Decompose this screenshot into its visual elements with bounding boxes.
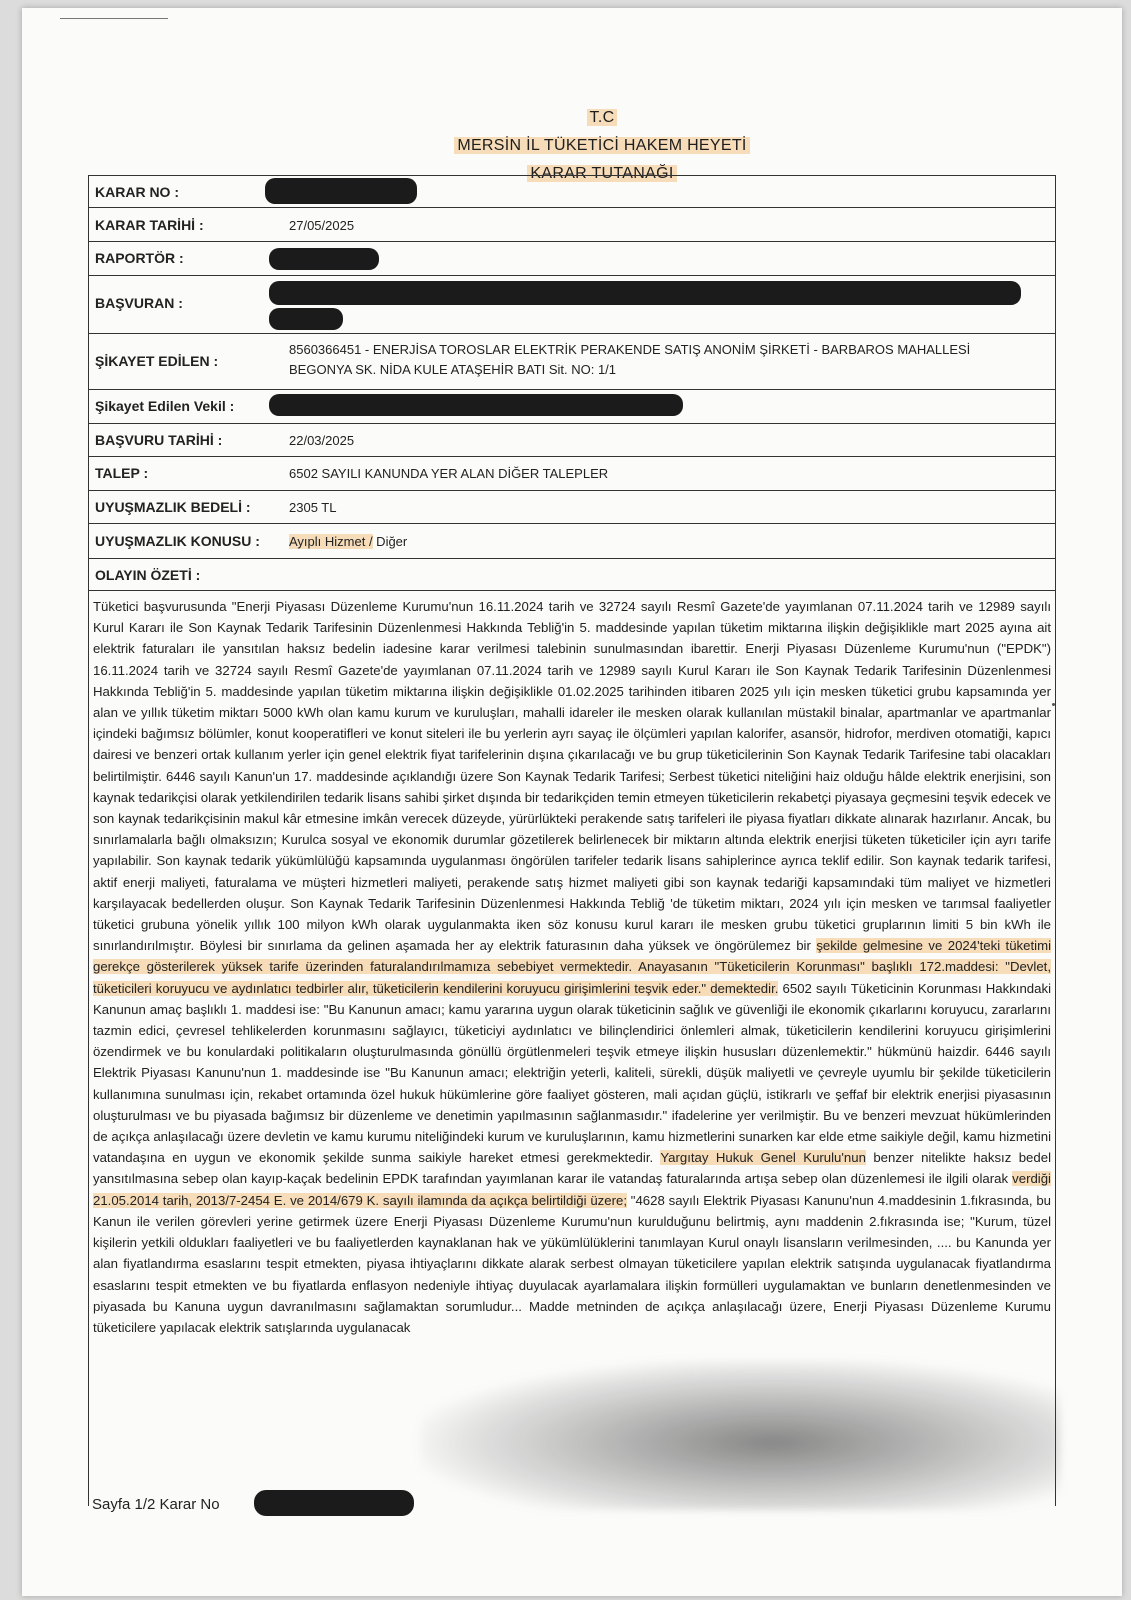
footer-page-label: Sayfa 1/2 Karar No	[92, 1496, 220, 1513]
header-line-2: MERSİN İL TÜKETİCİ HAKEM HEYETİ	[454, 137, 749, 154]
footer-redaction-block	[254, 1490, 414, 1516]
redaction-block	[265, 178, 417, 204]
basvuran-label: BAŞVURAN :	[95, 295, 183, 311]
summary-highlight-1: şekilde gelmesine ve 2024'teki tüketimi gerekçe gösterilerek yüksek tarife üzerinden faturalandırılmamıza sebebiyet vermektedir. Anayasanın "Tüketicilerin Korunması" başlıklı 172.maddesi: "Devlet, tüketicileri koruyucu ve aydınlatıcı tedbirler alır, tüketicilerin kendilerini koruyucu girişimlerini teşvik eder." demektedir.	[93, 938, 1051, 996]
header-line-1: T.C	[587, 109, 618, 126]
konu-label: UYUŞMAZLIK KONUSU :	[95, 533, 260, 549]
konu-value-rest: Diğer	[372, 534, 408, 549]
karar-no-label: KARAR NO :	[95, 184, 179, 200]
summary-part-4: "4628 sayılı Elektrik Piyasası Kanunu'nun 4.maddesinin 1.fıkrasında, bu Kanun ile verilen görevleri yerine getirmek üzere Enerji Piyasası Düzenleme Kurumu'nun kurulduğunu belirtmiş, aynı maddenin 2.fıkrasında ise; "Kurum, tüzel kişilerin yetkili oldukları faaliyetleri ve bu faaliyetlerden kaynaklanan hak ve yükümlülüklerini tanımlayan Kurul onaylı lisansların verilmesinden, .... bu Kanunda yer alan fiyatlandırma esaslarını tespit etmekten, piyasa ihtiyaçlarını dikkate alarak serbest olmayan tüketicilere yapılan elektrik satışında uygulanacak fiyatlandırma esaslarını tespit etmekten ve bu fiyatlarda enflasyon nedeniyle ihtiyaç duyulacak ayarlamalara ilişkin formülleri uygulamaktan ve bunların denetlenmesinden ve piyasada bu Kanuna uygun davranılmasını sağlamaktan sorumludur... Madde metninden de açıkça anlaşılacağı üzere, Enerji Piyasası Düzenleme Kurumu tüketicilere yapılacak elektrik satışlarında uygulanacak	[93, 1192, 1051, 1335]
row-basvuran	[89, 275, 1055, 334]
konu-value	[289, 533, 407, 551]
sikayet-edilen-label: ŞİKAYET EDİLEN :	[95, 353, 219, 369]
summary-part-2: 6502 sayılı Tüketicinin Korunması Hakkındaki Kanunun amaç başlıklı 1. maddesi ise: "Bu Kanunun amacı; kamu yararına uygun olarak tüketicinin sağlık ve güvenliği ile ekonomik çıkarlarını koruyucu, zararlarını tazmin edici, çevresel tehlikelerden korunmasını sağlayıcı, tüketiciyi aydınlatıcı ve bilinçlendirici önlemleri almak, tüketicilerin kendilerini koruyucu girişimlerini özendirmek ve bu konulardaki politikaların oluşturulmasında gönüllü örgütlenmeleri teşvik etmeye ilişkin hususları düzenlemektir." hükmünü haizdir. 6446 sayılı Elektrik Piyasası Kanunu'nun 1. maddesinde ise "Bu Kanunun amacı; elektriğin yeterli, kaliteli, sürekli, düşük maliyetli ve çevreyle uyumlu bir şekilde tüketicilerin kullanımına sunulması için, rekabet ortamında özel hukuk hükümlerine göre faaliyet gösteren, mali açıdan güçlü, istikrarlı ve şeffaf bir elektrik enerjisi piyasasının oluşturulması ve bu piyasada bağımsız bir düzenleme ve denetimin yapılmasının sağlanmasıdır." ifadelerine yer verilmiştir. Bu ve benzeri mevzuat hükümlerinden de açıkça anlaşılacağı üzere devletin ve kamu kurumu niteliğindeki kurum ve kuruluşlarının, kamu hizmetlerini sunarken kar elde etme saikiyle değil, kamu hizmetini vatandaşına en uygun ve ekonomik şekilde sunma saikiyle hareket etmesi gerekmektedir.	[93, 980, 1052, 1166]
redaction-block	[269, 281, 1021, 305]
talep-label: TALEP :	[95, 465, 149, 481]
redaction-block	[269, 248, 379, 270]
ozet-label: OLAYIN ÖZETİ :	[95, 567, 201, 583]
page-footer	[92, 1496, 220, 1513]
row-konu	[89, 523, 1055, 559]
row-raportor	[89, 241, 1055, 276]
bedel-value: 2305 TL	[289, 500, 337, 515]
summary-part-1: Tüketici başvurusunda "Enerji Piyasası Düzenleme Kurumu'nun 16.11.2024 tarih ve 32724 sayılı Resmî Gazete'de yayımlanan 07.11.2024 tarih ve 12989 sayılı Kurul Kararı ile Son Kaynak Tedarik Tarifesinin Düzenlenmesi Hakkında Tebliğ'in 5. maddesinde yapılan tüketim miktarına ilişkin değişiklikle mart 2025 ayına ait elektrik faturaları ile yansıtılan haksız bedelin iadesine karar verilmesi talebinin sunulmasından ibarettir. Enerji Piyasası Düzenleme Kurumu'nun ("EPDK") 16.11.2024 tarih ve 32724 sayılı Resmî Gazete'de yayımlanan 07.11.2024 tarih ve 12989 sayılı Kurul Kararı ile Son Kaynak Tedarik Tarifesinin Düzenlenmesi Hakkında Tebliğ'in 5. maddesinde yapılan tüketim miktarına ilişkin değişiklikle 01.02.2025 tarihinden itibaren 2025 yılı için mesken tüketici grubu kapsamında yer alan ve yıllık tüketim miktarı 5000 kWh olan kamu kurum ve kuruluşları, mahalli idareler ile mesken olarak kullanılan müstakil binalar, apartmanlar ve apartmanlar içindeki bağımsız bölümler, konut kooperatifleri ve konut siteleri ile bu yerlerin ayrı sayaç ile ölçümleri yapılan kalorifer, asansör, hidrofor, merdiven otomatiği, kapıcı dairesi ve benzeri ortak kullanım yerler için genel elektrik fiyat tarifelerinin dışına çıkarılacağı ve bu grup tüketicilerinin Son Kaynak Tedarik Tarifesine tabi olacakları belirtilmiştir. 6446 sayılı Kanun'un 17. maddesinde açıklandığı üzere Son Kaynak Tedarik Tarifesi; Serbest tüketici niteliğini haiz olduğu hâlde elektrik enerjisini, son kaynak tedarikçisi olarak yetkilendirilen tedarik lisans sahibi şirket dışında bir tedarikçiden temin etmeyen tüketicilerin rekabetçi piyasaya geçmesini teşvik edecek ve son kaynak tedarikçisinin makul kâr etmesine imkân verecek düzeyde, yürürlükteki perakende satış tarifeleri ile piyasa fiyatları dikkate alınarak hazırlanır. Ancak, bu sınırlamalarla bağlı olmaksızın; Kurulca sosyal ve ekonomik durumlar gözetilerek belirlenecek bir miktarın altında elektrik enerjisi tüketen tüketiciler için ayrı tarife yapılabilir. Son kaynak tedarik yükümlülüğü kapsamında uygulanması öngörülen tarifeler tedarik lisans sahiplerince ayrıca teklif edilir. Son kaynak tedarik tarifesi, aktif enerji maliyeti, faturalama ve müşteri hizmetleri maliyeti, perakende satış hizmet maliyeti gibi son kaynak tedariği kapsamındaki tüm maliyet ve hizmetleri karşılayacak bedellerden oluşur. Son Kaynak Tedarik Tarifesinin Düzenlenmesi Hakkında Tebliğ 'de tüketim miktarı, 2024 yılı için mesken ve tarımsal faaliyetler tüketici grubuna yönelik yıllık 100 milyon kWh olarak uygulanmakta iken söz konusu kurul kararı ile mesken grubu tüketici gruplarının limiti 5 bin kWh ile sınırlandırılmıştır. Böylesi bir sınırlama da gelinen aşamada her ay elektrik faturasının daha yüksek ve öngörülemez bir	[93, 599, 1052, 954]
row-talep	[89, 456, 1055, 491]
konu-value-highlight: Ayıplı Hizmet /	[289, 534, 373, 549]
redaction-block	[269, 394, 683, 416]
talep-value: 6502 SAYILI KANUNDA YER ALAN DİĞER TALEPLER	[289, 466, 609, 481]
summary-highlight-2: Yargıtay Hukuk Genel Kurulu'nun	[660, 1150, 866, 1166]
row-sikayet-edilen	[89, 333, 1055, 390]
bedel-label: UYUŞMAZLIK BEDELİ :	[95, 499, 251, 515]
row-karar-tarihi	[89, 207, 1055, 242]
redaction-block	[269, 308, 343, 330]
header-line-3: KARAR TUTANAĞI	[527, 165, 676, 182]
summary-text	[93, 596, 1051, 1338]
sikayet-edilen-value-2: BEGONYA SK. NİDA KULE ATAŞEHİR BATI Sit. NO: 1/1	[289, 362, 617, 377]
karar-tarihi-value: 27/05/2025	[289, 218, 355, 233]
basvuru-tarihi-label: BAŞVURU TARİHİ :	[95, 432, 223, 448]
decision-form	[88, 175, 1056, 1506]
row-ozet	[89, 558, 1055, 591]
summary-highlight-3: verdiği 21.05.2014 tarih, 2013/7-2454 E. ve 2014/679 K. sayılı ilamında da açıkça belirtildiği üzere;	[93, 1171, 1051, 1208]
row-vekil	[89, 389, 1055, 424]
top-rule	[60, 18, 168, 19]
row-basvuru-tarihi	[89, 423, 1055, 457]
row-karar-no	[89, 176, 1055, 208]
karar-tarihi-label: KARAR TARİHİ :	[95, 217, 204, 233]
blurred-region	[420, 1360, 1060, 1510]
raportor-label: RAPORTÖR :	[95, 250, 184, 266]
row-bedel	[89, 490, 1055, 524]
vekil-label: Şikayet Edilen Vekil :	[95, 398, 235, 414]
sikayet-edilen-value-1: 8560366451 - ENERJİSA TOROSLAR ELEKTRİK PERAKENDE SATIŞ ANONİM ŞİRKETİ - BARBAROS MAHALLESİ	[289, 342, 971, 357]
summary-part-3: benzer nitelikte haksız bedel yansıtılmasına sebep olan kayıp-kaçak bedelinin EPDK tarafından yayımlanan karar ile vatandaş faturalarında artışa sebep olan düzenlemesi ile ilgili olarak	[93, 1150, 1051, 1187]
basvuru-tarihi-value: 22/03/2025	[289, 433, 355, 448]
